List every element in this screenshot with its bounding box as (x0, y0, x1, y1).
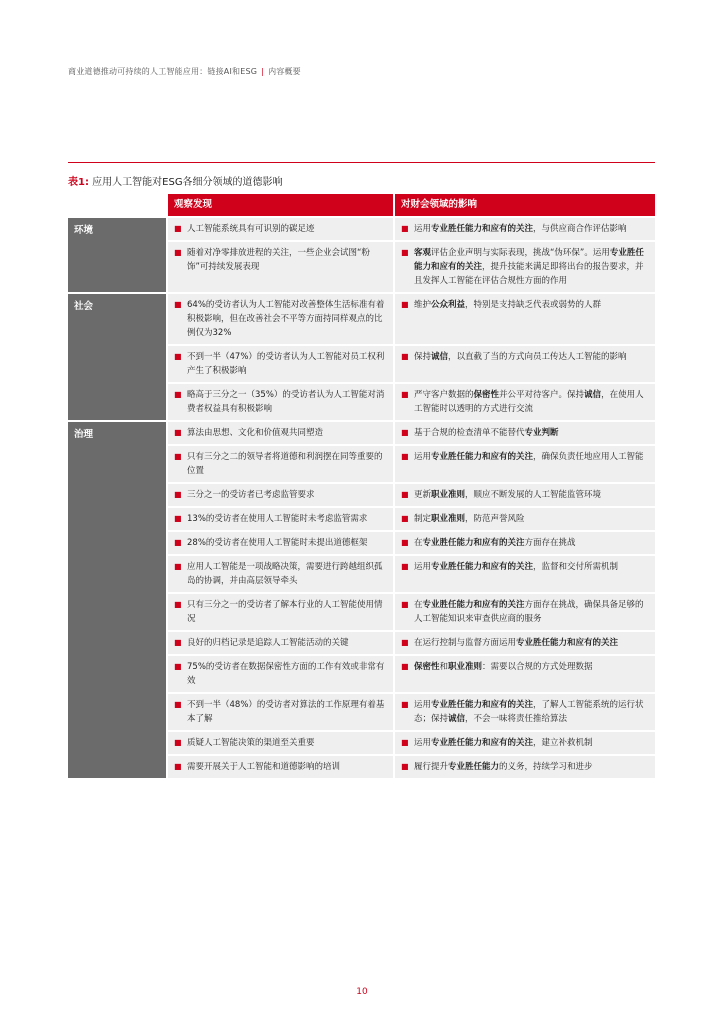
impact-segment: 在 (414, 600, 423, 610)
impact-cell (395, 422, 655, 444)
observation-cell (168, 446, 393, 482)
header-separator: | (261, 67, 265, 76)
impact-segment: 在运行控制与监督方面运用 (414, 638, 517, 648)
observation-text: 随着对净零排放进程的关注，一些企业会试图“粉饰”可持续发展表现 (187, 248, 370, 272)
impact-segment: 运用 (414, 562, 432, 572)
header-title: 商业道德推动可持续的人工智能应用：链接AI和ESG (68, 67, 258, 76)
impact-segment: 更新 (414, 490, 432, 500)
bullet-icon: ■ (174, 562, 182, 571)
impact-segment: ，以直截了当的方式向员工传达人工智能的影响 (448, 352, 627, 362)
bullet-icon: ■ (174, 638, 182, 647)
impact-cell (395, 294, 655, 344)
col-header-impact: 对财会领域的影响 (395, 194, 655, 216)
impact-text (414, 560, 618, 588)
impact-keyword: 职业准则 (448, 662, 483, 672)
impact-segment: 维护 (414, 300, 432, 310)
impact-segment: 方面存在挑战，确保具备足够的人工智能知识来审查供应商的服务 (414, 600, 644, 624)
impact-keyword: 专业胜任能力和应有的关注 (431, 562, 534, 572)
observation-text: 64%的受访者认为人工智能对改善整体生活标准有着积极影响，但在改善社会不平等方面持同样观点的比例仅为32% (187, 300, 385, 338)
impact-keyword: 专业胜任能力和应有的关注 (431, 700, 534, 710)
bullet-icon: ■ (401, 662, 409, 671)
bullet-icon: ■ (401, 700, 409, 709)
impact-segment: 运用 (414, 700, 432, 710)
bullet-icon: ■ (401, 390, 409, 399)
bullet-icon: ■ (174, 352, 182, 361)
observation-cell (168, 556, 393, 592)
table-row (166, 446, 655, 482)
impact-text (414, 246, 649, 288)
observation-text: 13%的受访者在使用人工智能时未考虑监管需求 (187, 514, 368, 524)
bullet-icon: ■ (401, 638, 409, 647)
impact-segment: 严守客户数据的 (414, 390, 474, 400)
table-row (166, 632, 655, 654)
table-header-row (68, 194, 655, 216)
impact-keyword: 保密性 (414, 662, 440, 672)
bullet-icon: ■ (401, 248, 409, 257)
bullet-icon: ■ (401, 352, 409, 361)
section-label: 环境 (68, 218, 166, 292)
impact-keyword: 职业准则 (431, 514, 466, 524)
table-row (166, 694, 655, 730)
observation-cell (168, 242, 393, 292)
impact-keyword: 专业胜任能力和应有的关注 (431, 738, 534, 748)
impact-text (414, 426, 559, 440)
impact-keyword: 公众利益 (431, 300, 466, 310)
impact-segment: ，确保负责任地应用人工智能 (533, 452, 644, 462)
bullet-icon: ■ (401, 514, 409, 523)
observation-text: 需要开展关于人工智能和道德影响的培训 (187, 762, 341, 772)
impact-text (414, 388, 649, 416)
impact-keyword: 专业判断 (524, 428, 559, 438)
bullet-icon: ■ (174, 738, 182, 747)
section-rows (166, 218, 655, 292)
observation-text: 三分之一的受访者已考虑监管要求 (187, 490, 315, 500)
section-rows (166, 294, 655, 420)
impact-keyword: 专业胜任能力和应有的关注 (431, 452, 534, 462)
impact-segment: 运用 (414, 452, 432, 462)
impact-segment: 评估企业声明与实际表现，挑战“伪环保”。运用 (431, 248, 610, 258)
impact-text (414, 298, 601, 340)
impact-keyword: 诚信 (584, 390, 602, 400)
impact-cell (395, 732, 655, 754)
observation-text: 略高于三分之一（35%）的受访者认为人工智能对消费者权益具有积极影响 (187, 390, 385, 414)
impact-cell (395, 556, 655, 592)
impact-segment: ，建立补救机制 (533, 738, 593, 748)
bullet-icon: ■ (401, 428, 409, 437)
bullet-icon: ■ (401, 600, 409, 609)
observation-cell (168, 532, 393, 554)
impact-text (414, 736, 593, 750)
impact-segment: 和 (439, 662, 449, 672)
impact-segment: 制定 (414, 514, 432, 524)
impact-text (414, 350, 627, 378)
table-caption-text: 应用人工智能对ESG各细分领域的道德影响 (88, 177, 283, 188)
impact-segment: 的义务，持续学习和进步 (499, 762, 593, 772)
observation-cell (168, 656, 393, 692)
table-row (166, 508, 655, 530)
impact-segment: 基于合规的检查清单不能替代 (414, 428, 525, 438)
observation-cell (168, 294, 393, 344)
section-rows (166, 422, 655, 778)
impact-segment: 运用 (414, 224, 432, 234)
table-row (166, 346, 655, 382)
impact-keyword: 诚信 (448, 714, 466, 724)
observation-cell (168, 484, 393, 506)
observation-cell (168, 732, 393, 754)
impact-cell (395, 632, 655, 654)
impact-cell (395, 484, 655, 506)
observation-cell (168, 384, 393, 420)
bullet-icon: ■ (174, 514, 182, 523)
observation-text: 只有三分之一的受访者了解本行业的人工智能使用情况 (187, 600, 383, 624)
impact-text (414, 450, 644, 478)
table-row (166, 384, 655, 420)
impact-text (414, 512, 525, 526)
table-row (166, 532, 655, 554)
impact-text (414, 698, 649, 726)
observation-cell (168, 594, 393, 630)
running-header (68, 66, 301, 77)
impact-segment: 履行提升 (414, 762, 449, 772)
page-number: 10 (356, 987, 368, 997)
bullet-icon: ■ (174, 224, 182, 233)
bullet-icon: ■ (401, 452, 409, 461)
impact-cell (395, 656, 655, 692)
observation-text: 只有三分之二的领导者将道德和利润摆在同等重要的位置 (187, 452, 383, 476)
observation-cell (168, 218, 393, 240)
table-row (166, 422, 655, 444)
impact-segment: 运用 (414, 738, 432, 748)
impact-segment: 并公平对待客户。保持 (499, 390, 585, 400)
table-section (68, 294, 655, 420)
bullet-icon: ■ (401, 738, 409, 747)
impact-keyword: 保密性 (473, 390, 500, 400)
impact-text (414, 536, 576, 550)
observation-text: 不到一半（48%）的受访者对算法的工作原理有着基本了解 (187, 700, 385, 724)
table-row (166, 594, 655, 630)
impact-cell (395, 242, 655, 292)
table-row (166, 656, 655, 692)
impact-keyword: 专业胜任能力和应有的关注 (516, 638, 619, 648)
bullet-icon: ■ (401, 538, 409, 547)
impact-cell (395, 508, 655, 530)
impact-cell (395, 446, 655, 482)
table-row (166, 242, 655, 292)
impact-keyword: 专业胜任能力和应有的关注 (414, 248, 644, 272)
bullet-icon: ■ (401, 300, 409, 309)
ethics-impact-table (68, 194, 655, 778)
table-caption (68, 173, 283, 188)
impact-segment: ，提升技能来满足即将出台的报告要求，并且发挥人工智能在评估合规性方面的作用 (414, 262, 644, 286)
observation-text: 人工智能系统具有可识别的碳足迹 (187, 224, 315, 234)
impact-text (414, 598, 649, 626)
observation-cell (168, 632, 393, 654)
bullet-icon: ■ (174, 700, 182, 709)
table-row (166, 484, 655, 506)
bullet-icon: ■ (174, 390, 182, 399)
bullet-icon: ■ (174, 452, 182, 461)
impact-segment: ，监督和交付所需机制 (533, 562, 619, 572)
col-header-observations: 观察发现 (168, 194, 393, 216)
impact-text (414, 660, 593, 688)
impact-segment: ，不会一味将责任推给算法 (465, 714, 568, 724)
observation-text: 质疑人工智能决策的渠道至关重要 (187, 738, 315, 748)
table-row (166, 218, 655, 240)
observation-text: 应用人工智能是一项战略决策，需要进行跨越组织孤岛的协调，并由高层领导牵头 (187, 562, 383, 586)
observation-cell (168, 508, 393, 530)
impact-text (414, 636, 618, 650)
header-section: 内容概要 (268, 67, 301, 76)
section-label: 社会 (68, 294, 166, 420)
impact-keyword: 职业准则 (431, 490, 466, 500)
bullet-icon: ■ (401, 224, 409, 233)
bullet-icon: ■ (174, 600, 182, 609)
impact-keyword: 专业胜任能力 (448, 762, 500, 772)
observation-text: 75%的受访者在数据保密性方面的工作有效或非常有效 (187, 662, 385, 686)
bullet-icon: ■ (401, 490, 409, 499)
table-row (166, 556, 655, 592)
table-row (166, 732, 655, 754)
impact-keyword: 专业胜任能力和应有的关注 (422, 538, 525, 548)
table-caption-label: 表1: (68, 177, 89, 188)
observation-text: 良好的归档记录是追踪人工智能活动的关键 (187, 638, 349, 648)
caption-divider (68, 162, 655, 163)
table-section (68, 422, 655, 778)
observation-cell (168, 756, 393, 778)
bullet-icon: ■ (401, 562, 409, 571)
bullet-icon: ■ (174, 490, 182, 499)
impact-text (414, 222, 627, 236)
section-label: 治理 (68, 422, 166, 778)
impact-segment: ，防范声誉风险 (465, 514, 525, 524)
impact-cell (395, 384, 655, 420)
table-body (68, 218, 655, 778)
bullet-icon: ■ (174, 428, 182, 437)
bullet-icon: ■ (174, 248, 182, 257)
impact-keyword: 客观 (414, 248, 432, 258)
bullet-icon: ■ (174, 662, 182, 671)
bullet-icon: ■ (174, 538, 182, 547)
impact-keyword: 诚信 (431, 352, 449, 362)
impact-segment: ，顺应不断发展的人工智能监管环境 (465, 490, 602, 500)
table-row (166, 756, 655, 778)
bullet-icon: ■ (401, 762, 409, 771)
impact-text (414, 760, 593, 774)
impact-segment: 方面存在挑战 (524, 538, 576, 548)
observation-cell (168, 422, 393, 444)
observation-cell (168, 694, 393, 730)
impact-cell (395, 218, 655, 240)
observation-text: 28%的受访者在使用人工智能时未提出道德框架 (187, 538, 368, 548)
impact-segment: ，特别是支持缺乏代表或弱势的人群 (465, 300, 602, 310)
impact-keyword: 专业胜任能力和应有的关注 (431, 224, 534, 234)
observation-text: 算法由思想、文化和价值观共同塑造 (187, 428, 324, 438)
table-header-blank (68, 194, 166, 216)
observation-cell (168, 346, 393, 382)
impact-keyword: 专业胜任能力和应有的关注 (422, 600, 525, 610)
observation-text: 不到一半（47%）的受访者认为人工智能对员工权利产生了积极影响 (187, 352, 385, 376)
impact-cell (395, 694, 655, 730)
impact-cell (395, 532, 655, 554)
impact-text (414, 488, 601, 502)
impact-segment: ，与供应商合作评估影响 (533, 224, 627, 234)
bullet-icon: ■ (174, 762, 182, 771)
impact-segment: ，在使用人工智能时以透明的方式进行交流 (414, 390, 644, 414)
impact-segment: 保持 (414, 352, 432, 362)
bullet-icon: ■ (174, 300, 182, 309)
impact-cell (395, 594, 655, 630)
impact-segment: 在 (414, 538, 423, 548)
impact-cell (395, 756, 655, 778)
impact-segment: ：需要以合规的方式处理数据 (482, 662, 593, 672)
impact-segment: ，了解人工智能系统的运行状态；保持 (414, 700, 644, 724)
impact-cell (395, 346, 655, 382)
table-section (68, 218, 655, 292)
table-row (166, 294, 655, 344)
